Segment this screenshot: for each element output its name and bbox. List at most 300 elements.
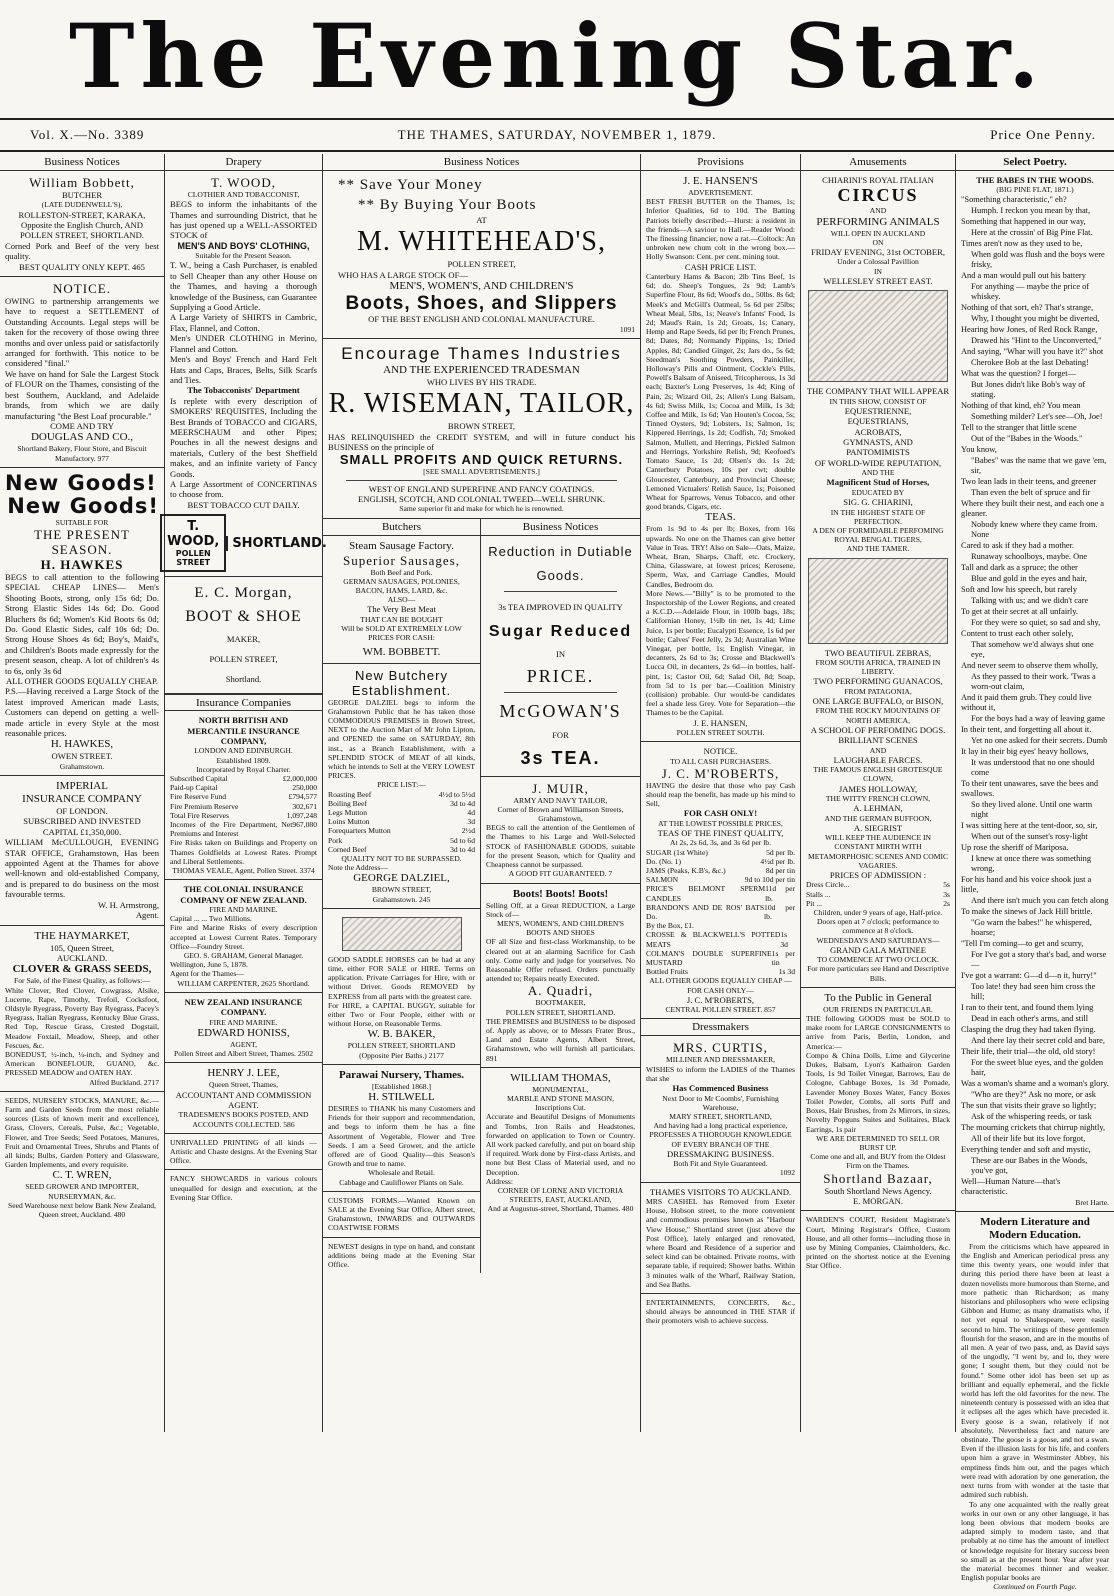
poem-line: Soft and low his speech, but rarely bbox=[961, 584, 1078, 594]
ad-text: FIRE AND MARINE. bbox=[209, 905, 278, 915]
ad-text: CORNER OF LORNE AND VICTORIA STREETS, EAST, AUCKLAND, bbox=[497, 1185, 624, 1205]
row-value: 1,097,248 bbox=[286, 810, 317, 820]
ad-heading: INSURANCE COMPANY bbox=[22, 793, 142, 806]
ad-text: WEDNESDAYS AND SATURDAYS— bbox=[816, 935, 940, 945]
row-value: 1s per tin bbox=[771, 948, 795, 968]
table-row bbox=[646, 875, 795, 884]
wardens-ad bbox=[801, 1211, 955, 1274]
poem-line: These are our Babes in the Woods, you've got, bbox=[971, 1155, 1088, 1175]
article-text: From the criticisms which have appeared in the English and American periodical press any time this twenty years, one would infer that during this period there have been at least a dozen novelists more humorous than Sterne, and more pathetic than Richardson; as many historians and philosophers who were eclipsing Gibbon and Hume; as many dramatists who, if not yet equal to Shakespeare, were easily second to him. The writings of these gentlemen flourish for the season, and are in the mouths of all men. A year of two pass, and, as David says of the ungodly, "I went by, and lo, they were gone; I sought them, but they could not be found." Some other idol has been set up as brilliant and equally ephemeral, and the fickle world has left the old favorites for the new. The nineteenth century is possessed with an idea that it eclipses all the ages which have preceded it. Every goose is a swan, relatively if not absolutely. Nevertheless fact and nature are obstinate. The goose is a goose, and not a swan. Even if the illusion lasts for his life, and confers upon him a grave in Westminster Abbey, his emptiness finds him out, and the pages which were read with adoration by one generation, the next turns from with wonder at the taste that admired such rubbish. bbox=[961, 1241, 1109, 1500]
continued-note: Continued on Fourth Page. bbox=[993, 1582, 1077, 1592]
ad-text: TO ALL CASH PURCHASERS. bbox=[670, 756, 771, 766]
ad-text: PRICE LIST:— bbox=[377, 780, 426, 790]
ad-text: Suitable for the Present Season. bbox=[195, 251, 292, 261]
ad-text: MEN'S AND BOYS' CLOTHING, bbox=[177, 240, 310, 251]
haymarket-ad bbox=[0, 926, 164, 1092]
masthead bbox=[0, 0, 1114, 118]
ad-text: ONE LARGE BUFFALO, or BISON, bbox=[812, 695, 944, 706]
thomas-ad bbox=[481, 1068, 640, 1218]
poem-line: For I've got a story that's bad, and worse— bbox=[971, 949, 1107, 969]
curtis-ad bbox=[641, 1036, 800, 1182]
ad-heading: J. C. M'ROBERTS, bbox=[661, 765, 780, 781]
poem-line: That somehow we'd always shut one eye, bbox=[971, 639, 1094, 659]
table-row bbox=[646, 857, 795, 866]
ad-text: Grahamstown. 245 bbox=[372, 894, 431, 904]
ad-text: Shortland. bbox=[225, 674, 262, 685]
ad-text: AND THE bbox=[861, 468, 895, 478]
poem-line: Cared to ask if they had a mother. bbox=[961, 540, 1075, 550]
poem-line: Too late! they had seen him cross the hill; bbox=[971, 981, 1096, 1001]
poem-line: Two lean lads in their teens, and greener bbox=[961, 476, 1097, 486]
ad-text: H. HAWKES, bbox=[50, 738, 114, 751]
row-label: Total Fire Reserves bbox=[170, 810, 229, 820]
ad-text: A Large Assortment of CONCERTINAS to choose from. bbox=[170, 478, 317, 500]
poem-line: I've got a warrant: G—d d—n it, hurry!" bbox=[961, 970, 1097, 980]
ad-text: CUSTOMS FORMS.—Wanted Known on SALE at the Evening Star Office, Albert street, Grahamstown, INWARDS and OUTWARDS COASTWISE FORMS bbox=[328, 1195, 475, 1233]
ad-text: WILL OPEN IN AUCKLAND bbox=[830, 228, 926, 238]
table-row bbox=[170, 774, 317, 783]
poem-line: When gold was flush and the boys were frisky, bbox=[971, 249, 1105, 269]
poem-line: When out of the sunset's rosy-light bbox=[971, 831, 1088, 841]
ad-text: For Sale, of the Finest Quality, as follows:— bbox=[14, 976, 150, 986]
article-text: To any one acquainted with the really great works in our own or any other language, it has long been obvious that modern books are adapted simply to modern taste, and that probably at no time has the amount of intellect or knowledge requisite for literary success been so small as at the present hour. Year after year the material becomes thinner and weaker. English popular books are bbox=[961, 1499, 1109, 1583]
ad-text: OF WORLD-WIDE REPUTATION, bbox=[814, 457, 942, 468]
poem-line: Tell to the stranger that little scene bbox=[961, 422, 1077, 432]
table-row bbox=[646, 848, 795, 857]
ad-text: THE COMPANY THAT WILL APPEAR bbox=[806, 386, 950, 397]
ad-text: POLLEN STREET, SHORTLAND. bbox=[505, 1007, 616, 1017]
poem-line: Was a woman's shame and a woman's glory. bbox=[961, 1078, 1109, 1088]
row-value: 4½d per lb. bbox=[760, 856, 795, 866]
ad-heading: To the Public in General bbox=[824, 991, 932, 1004]
ad-heading: A. Quadri, bbox=[527, 983, 594, 999]
ad-text: ENGLISH, SCOTCH, AND COLONIAL TWEED—WELL SHRUNK. bbox=[358, 494, 605, 505]
ad-text: SEEDS, NURSERY STOCKS, MANURE, &c.—Farm and Garden Seeds from the most reliable sources (Lists of known merit and excellence), Grass, Clovers, Cereals, Pulse, &c.; Vegetable, Flower, and Tree Seeds; Seed Potatoes, Manures, Fruit and Ornamental Trees, Shrubs and Plants of all kinds; Bulbs, Garden Pottery and Glassware, Garden Implements, and every requisite. bbox=[5, 1095, 159, 1170]
poem-line: I knew at once there was something wrong, bbox=[971, 853, 1092, 873]
ad-text: Has Commenced Business bbox=[672, 1083, 769, 1094]
article-heading: Modern Literature and Modern Education. bbox=[980, 1215, 1090, 1241]
ad-heading: Reduction in Dutiable Goods. bbox=[488, 543, 633, 583]
horse-carriage-illustration bbox=[342, 917, 462, 951]
ad-text: TRADESMEN'S BOOKS POSTED, AND ACCOUNTS COLLECTED. 586 bbox=[178, 1110, 309, 1129]
ad-text: Men's and Boys' French and Hard Felt Hats and Caps, Braces, Belts, Silk Scarfs and Ties. bbox=[170, 354, 317, 385]
ad-text: ACROBATS, bbox=[854, 426, 902, 437]
row-label: CROSSE & BLACKWELL'S POTTED MEATS bbox=[646, 930, 781, 949]
butchers-subcolumn bbox=[323, 519, 481, 1274]
table-row bbox=[646, 866, 795, 875]
ad-text: WILLIAM McCULLOUGH, EVENING STAR OFFICE, Grahamstown, Has been appointed Agent at the Thames for above well-known and old-established Company, and is prepared to do business on the most favourable terms. bbox=[5, 837, 159, 900]
poem-line: Well—Human Nature—that's characteristic. bbox=[961, 1176, 1061, 1196]
ad-text: DESIRES to THANK his many Customers and Friends for their support and recommendation, and begs to inform them he has a fine Assortment of Vegetable, Flower and Tree Seeds. I am a Seed Grower, and the article offered are of Good Quality—this Season's Growth and true to name. bbox=[328, 1104, 475, 1169]
ad-text: J. E. HANSEN, bbox=[693, 717, 748, 728]
ad-text: A SCHOOL OF PERFOMING DOGS. bbox=[810, 724, 946, 735]
row-label: COLMAN'S DOUBLE SUPERFINE MUSTARD bbox=[646, 948, 772, 968]
ad-text: From 1s 9d to 4s per lb; Boxes, from 16s upwards. No one on the Thames can give better Value in Teas. TRY! Also on Sale—Oats, Maize, Wheat, Bran, Sharps, Chaff, etc. Crockery, China, Glassware, at lowest prices; Kerosene, Sperm, Wax, and Carriage Candles, Mould Candles, Bedroom do. bbox=[646, 524, 795, 589]
ad-text: A. SIEGRIST bbox=[853, 822, 903, 833]
ad-heading: THE COLONIAL INSURANCE COMPANY OF NEW ZEALAND. bbox=[180, 884, 307, 905]
poem-line: "Babes" was the name that we gave 'em, sir, bbox=[971, 455, 1107, 475]
row-value: 302,671 bbox=[292, 801, 317, 811]
ad-text: A GOOD FIT GUARANTEED. 7 bbox=[508, 869, 613, 879]
ad-text: Wholesale and Retail. bbox=[368, 1168, 435, 1178]
ad-heading: E. C. Morgan, bbox=[194, 585, 293, 602]
poem-line: Hearing how Jones, of Red Rock Range, bbox=[961, 324, 1098, 334]
ad-text: EQUESTRIANS, bbox=[847, 416, 909, 427]
ad-text: Accurate and Beautiful Designs of Monuments and Tombs, Iron Rails and Headstones, forwarded on application to Town or Country. All work packed carefully, and put on board ship if required. Work done by First-class Artists, and none but Best Class of Material used, and no Deception. bbox=[486, 1112, 635, 1177]
ad-text: AND bbox=[869, 206, 887, 216]
row-value: 1s 3d bbox=[778, 967, 795, 977]
ad-text: ALSO— bbox=[387, 595, 416, 605]
column-5 bbox=[801, 154, 956, 1432]
ad-text: Note the Address— bbox=[328, 863, 388, 873]
ad-text: WISHES to inform the LADIES of the Thames that she bbox=[646, 1064, 795, 1083]
ad-text: FROM PATAGONIA, bbox=[844, 686, 912, 696]
ad-text: BEGS to call attention to the following SPECIAL CHEAP LINES— Men's Shooting Boots, strong, only 15s 6d; Do. Strong Elastic Sides 14s 6d; Do. Good Bluchers 8s 6d; Women's Kid Boots 6s 0d; Do. Good Elastic Sides, calf 10s 6d; Do. Strong House Shoes 4s 6d; Boy's, Maid's, and Children's Boots made expressly for the present season, cheap. A lot of children's 4s to 6s, only 3s 6d bbox=[5, 571, 159, 676]
poem-line: Blue and gold in the eyes and hair, bbox=[971, 573, 1087, 583]
hawkes-ad bbox=[0, 468, 164, 776]
row-label: Paid-up Capital bbox=[170, 783, 218, 793]
ad-text: MILLINER AND DRESSMAKER, bbox=[665, 1055, 776, 1065]
ad-text: CLOTHIER AND TOBACCONIST, bbox=[187, 190, 300, 199]
ad-text: POLLEN STREET SOUTH. bbox=[676, 727, 765, 737]
ad-heading: Parawai Nursery, Thames. bbox=[338, 1068, 465, 1081]
ad-heading: PRICES OF ADMISSION : bbox=[829, 870, 927, 881]
ad-text: BROWN STREET, bbox=[447, 421, 516, 432]
sausage-ad bbox=[323, 536, 480, 664]
ad-heading: CASH PRICE LIST. bbox=[684, 261, 757, 272]
poem-author: Bret Harte. bbox=[1075, 1197, 1109, 1207]
mroberts-ad bbox=[641, 742, 800, 1019]
ad-text: OF LONDON. bbox=[56, 806, 108, 817]
row-value: 1s 3d bbox=[780, 930, 788, 949]
row-label: Roasting Beef bbox=[328, 789, 372, 799]
ad-text: Is replete with every description of SMOKERS' REQUISITES, Including the Best Brands of TOBACCO and CIGARS, MEERSCHAUM and other Pipes; Pouches in all the newest designs and materials, Cutlery of the best Sheffield makes, and an infinite variety of Fancy Goods. bbox=[170, 395, 317, 479]
ad-text: Fire and Marine Risks of every description accepted at Lowest Current Rates. Temporary Office—Foundry Street. bbox=[170, 923, 317, 951]
row-value: £794,577 bbox=[288, 792, 317, 802]
ad-text: WHO HAS A LARGE STOCK OF— bbox=[338, 269, 468, 280]
ad-text: ON bbox=[872, 237, 884, 247]
ad-heading: Superior Sausages, bbox=[343, 552, 460, 568]
ad-text: Inscriptions Cut. bbox=[535, 1103, 586, 1113]
column-heading: Amusements bbox=[801, 154, 955, 171]
poem-line: To make the sinews of Jack Hill brittle. bbox=[961, 906, 1093, 916]
row-label: Do. (No. 1) bbox=[646, 856, 682, 866]
ad-text: Same superior fit and make for which he is renowned. bbox=[399, 504, 564, 514]
table-row bbox=[328, 836, 475, 845]
poem-line: Times aren't now as they used to be, bbox=[961, 238, 1083, 248]
ad-heading: W. B. BAKER, bbox=[367, 1028, 436, 1041]
row-label: Pit ... bbox=[806, 898, 823, 908]
ad-text: JAMES HOLLOWAY, bbox=[838, 783, 918, 794]
ad-text: BOOTMAKER, bbox=[535, 998, 586, 1008]
ad-text: Under a Colossal Pavillion bbox=[837, 257, 919, 267]
column-heading: Provisions bbox=[641, 154, 800, 171]
row-label: By the Box, £1. bbox=[646, 921, 694, 931]
ad-text: HAVING the desire that those who pay Cash should reap the benefit, has made up his mind to Sell, bbox=[646, 780, 795, 809]
row-label: PRICE'S BELMONT SPERM CANDLES bbox=[646, 884, 766, 903]
ad-text: COME AND TRY bbox=[50, 420, 114, 431]
table-row bbox=[170, 802, 317, 811]
row-value: 2½d bbox=[461, 826, 475, 836]
poem-line: Why, I thought you might be diverted, bbox=[971, 313, 1100, 323]
table-row bbox=[170, 783, 317, 792]
ad-text: ALL OTHER GOODS EQUALLY CHEAP —FOR CASH ONLY— bbox=[649, 976, 792, 995]
ad-heading: GEORGE DALZIEL, bbox=[353, 872, 450, 885]
ad-heading: New Goods! bbox=[5, 470, 157, 495]
business-subcolumn bbox=[481, 519, 640, 1274]
ad-text: Capital ... ... Two Millions. bbox=[170, 914, 252, 924]
divider bbox=[504, 692, 617, 693]
poem-line: Humph. I reckon you mean by that, bbox=[971, 205, 1091, 215]
row-label: Bottled Fruits bbox=[646, 967, 688, 977]
poem-line: Everything tender and soft and mystic, bbox=[961, 1144, 1091, 1154]
ad-text: Agent for the Thames— bbox=[170, 969, 244, 979]
sign-text: POLLEN STREET bbox=[175, 549, 211, 568]
ad-text: [Established 1868.] bbox=[371, 1081, 432, 1091]
ad-text: UNRIVALLED PRINTING of all kinds —Artistic and Chaste designs. At the Evening Star Office. bbox=[170, 1137, 317, 1166]
ad-text: EQUESTRIENNE, bbox=[844, 405, 912, 416]
ad-heading: Boots, Shoes, and Slippers bbox=[345, 293, 618, 315]
cashel-ad bbox=[641, 1183, 800, 1294]
ad-heading: NORTH BRITISH AND MERCANTILE INSURANCE COMPANY, bbox=[187, 715, 300, 746]
mcgowan-ad bbox=[481, 536, 640, 777]
column-heading: Drapery bbox=[165, 154, 322, 171]
ad-text: MONUMENTAL, bbox=[532, 1084, 589, 1094]
ad-text: THOMAS VEALE, Agent, Pollen Street. 3374 bbox=[172, 866, 315, 876]
ad-text: BROWN STREET, bbox=[371, 885, 432, 895]
column-2 bbox=[165, 154, 327, 1432]
poem-line: Drawed his "Hint to the Unconverted," bbox=[971, 335, 1102, 345]
ad-text: IN THIS SHOW, CONSIST OF bbox=[829, 396, 927, 406]
row-label: SALMON bbox=[646, 875, 679, 885]
ad-text: QUALITY NOT TO BE SURPASSED. bbox=[341, 853, 462, 863]
poem-line: Ask of the whispering reeds, or task bbox=[971, 1111, 1092, 1121]
ad-text: FOR bbox=[552, 729, 569, 740]
ad-text: WILL KEEP THE AUDIENCE IN CONSTANT MIRTH WITH METAMORPHOSIC SCENES AND COMIC VAGARIES. bbox=[807, 833, 949, 870]
bazaar-ad bbox=[801, 988, 955, 1211]
dateline-bar bbox=[0, 118, 1114, 152]
poem-line: "Who are they?" Ask no more, or ask bbox=[971, 1089, 1096, 1099]
poem-line: For the sweet blue eyes, and the golden hair, bbox=[971, 1057, 1104, 1077]
ad-heading: Steam Sausage Factory. bbox=[349, 539, 454, 552]
ad-text: At 2s, 2s 6d, 3s, and 3s 6d per lb. bbox=[669, 838, 772, 848]
ad-text: FROM THE ROCKY MOUNTAINS OF NORTH AMERICA, bbox=[815, 706, 941, 725]
ad-heading: William Bobbett, bbox=[29, 175, 135, 190]
poem-line: Up rose the sheriff of Mariposa. bbox=[961, 842, 1069, 852]
newest-ad bbox=[323, 1238, 480, 1274]
row-label: Boiling Beef bbox=[328, 798, 368, 808]
ad-text: IN THE HIGHEST STATE OF PERFECTION. bbox=[830, 507, 926, 526]
bobbett-ad bbox=[0, 171, 164, 277]
poem-line: Where they built their nest, and each one a gleaner. bbox=[961, 498, 1105, 518]
poem-line: "Something characteristic," eh? bbox=[961, 194, 1067, 204]
concerts-ad bbox=[641, 1294, 800, 1330]
ad-text: WHO LIVES BY HIS TRADE. bbox=[426, 376, 537, 387]
poem-line: Their life, their trial—the old, old story! bbox=[961, 1046, 1096, 1056]
poem-line: In their tent, and forgetting all about it. bbox=[961, 724, 1092, 734]
column-heading: Select Poetry. bbox=[956, 154, 1114, 171]
ad-text: Grahamstown. bbox=[59, 761, 105, 771]
ad-text: GERMAN SAUSAGES, POLONIES, bbox=[343, 576, 460, 586]
ad-heading: Encourage Thames Industries bbox=[341, 343, 622, 363]
tiger-illustration bbox=[808, 558, 948, 644]
ad-text: Will be SOLD AT EXTREMELY LOW bbox=[341, 624, 462, 634]
row-value: 4d bbox=[467, 807, 475, 817]
divider bbox=[346, 480, 617, 481]
ad-text: OUR FRIENDS IN PARTICULAR. bbox=[823, 1004, 933, 1014]
ad-heading: CHIARINI'S ROYAL ITALIAN bbox=[822, 175, 934, 185]
ad-heading: CLOVER & GRASS SEEDS, bbox=[12, 963, 152, 976]
row-value: 5d per lb. bbox=[766, 847, 795, 857]
ad-heading: THE HAYMARKET, bbox=[34, 929, 130, 942]
ad-text: FRIDAY EVENING, 31st OCTOBER, bbox=[810, 247, 946, 258]
ad-text: Corner of Brown and Williamson Streets, Grahamstown, bbox=[497, 804, 624, 824]
row-label: SUGAR (1st White) bbox=[646, 847, 708, 857]
poem-line: Cherokee Bob at the last Debating! bbox=[971, 357, 1089, 367]
ad-text: AT bbox=[476, 215, 487, 225]
table-row bbox=[328, 808, 475, 817]
row-value: 3d bbox=[467, 817, 475, 827]
ad-text: PRICES FOR CASH: bbox=[368, 633, 435, 643]
ad-text: WE ARE DETERMINED TO SELL OR BURST UP. bbox=[816, 1133, 940, 1152]
row-label: Forequarters Mutton bbox=[328, 826, 391, 836]
poem-line: So they lived alone. Until one warm night bbox=[971, 799, 1093, 819]
ad-text: E. MORGAN. bbox=[853, 1195, 903, 1206]
table-row bbox=[646, 921, 795, 930]
volume-number: Vol. X.—No. 3389 bbox=[30, 127, 145, 142]
ad-text: And having had a long practical experience, PROFESSES A THOROUGH KNOWLEDGE bbox=[649, 1121, 792, 1140]
ad-text: WARDEN'S COURT, Resident Magistrate's Court, Mining Registrar's Office, Custom House, and all other forms—including those in use by Mining Companies, Claimholders, &c. printed on the shortest notice at the Evening Star Office. bbox=[806, 1215, 950, 1271]
poem-line: Something milder? Let's see—Oh, Joe! bbox=[971, 411, 1103, 421]
ad-text: ROLLESTON-STREET, KARAKA, Opposite the English Church, AND POLLEN STREET, SHORTLAND. bbox=[18, 209, 146, 241]
poem-line: And a man would pull out his battery bbox=[961, 270, 1086, 280]
poem-line: For his hand and his voice shook just a little, bbox=[961, 874, 1092, 894]
row-value: 9d to 10d per tin bbox=[744, 875, 795, 885]
table-row bbox=[646, 903, 795, 921]
table-row bbox=[328, 799, 475, 808]
ad-heading: HENRY J. LEE, bbox=[207, 1067, 280, 1080]
row-label: Corned Beef bbox=[328, 844, 367, 854]
ad-text: (Opposite Pier Baths.) 2177 bbox=[359, 1050, 444, 1060]
newspaper-title: The Evening Star. bbox=[69, 4, 1045, 108]
row-value: 3d to 4d bbox=[450, 798, 475, 808]
ad-heading: MRS. CURTIS, bbox=[673, 1040, 768, 1056]
ad-text: OWEN STREET. bbox=[51, 751, 113, 762]
imperial-ad bbox=[0, 776, 164, 925]
ad-text: FOR CASH ONLY! bbox=[683, 808, 758, 819]
ad-text: Compo & China Dolls, Lime and Glycerine Dukes, Balsam, Lyon's Kathairon Garden Tools, 1s 9d Toilet Vinegar, Barrows, Eau de Cologne, Cabbage Boxes, 1s 3d Pomade, Lavender Money Boxes Water, Fancy Boxes Toilet Powder, Combs, all sorts Puff and Boxes, Hair Brushes, from 2s Mirrors, in sizes, Novelty Popguns Suites and Solitaires, Black Earrings, 1s pair bbox=[806, 1050, 950, 1134]
row-value: 4½d to 5½d bbox=[438, 789, 475, 799]
ad-text: Established 1809. bbox=[216, 755, 271, 765]
ad-text: THAT CAN BE BOUGHT bbox=[360, 614, 443, 624]
poem-line: But Jones didn't like Bob's way of stating. bbox=[971, 379, 1086, 399]
ad-text: P.S.—Having received a Large Stock of the latest improved American made Lasts, Customers can depend on getting a well-made article in every Style at the most reasonable prices. bbox=[5, 686, 159, 739]
literature-article bbox=[956, 1212, 1114, 1596]
table-row bbox=[328, 817, 475, 826]
ad-heading: NOTICE. bbox=[703, 746, 738, 757]
row-value: £2,000,000 bbox=[282, 774, 317, 784]
poem-line: To get at their secret at all unfairly. bbox=[961, 606, 1078, 616]
ad-text: WEST OF ENGLAND SUPERFINE AND FANCY COATINGS. bbox=[368, 483, 595, 494]
poem-line: For the boys had a way of leaving game bbox=[971, 713, 1105, 723]
row-value: 967,080 bbox=[292, 820, 317, 830]
poem-line: I was sitting here at the tent-door, so, sir, bbox=[961, 820, 1098, 830]
ad-text: BEGS to inform the inhabitants of the Thames and surrounding District, that he has just opened up a WELL-ASSORTED STOCK of bbox=[170, 199, 317, 241]
ad-text: W. H. Armstrong, bbox=[97, 899, 159, 910]
circus-horse-illustration bbox=[808, 290, 948, 382]
ad-text: A Large Variety of SHIRTS in Cambric, Flax, Flannel, and Cotton. bbox=[170, 312, 317, 333]
column-heading: Business Notices bbox=[323, 154, 640, 171]
north-british-ad bbox=[165, 711, 322, 880]
poem-line: It lay in their big eyes' heavy hollows, bbox=[961, 746, 1089, 756]
poem-line: It was understood that no one should come bbox=[971, 757, 1095, 777]
ad-heading: C. T. WREN, bbox=[52, 1169, 112, 1182]
row-value: 5s bbox=[943, 880, 950, 890]
parawai-ad bbox=[323, 1065, 480, 1192]
ad-text: DRESSMAKING BUSINESS. bbox=[667, 1148, 774, 1159]
ad-heading: The Tobacconists' Department bbox=[187, 385, 300, 396]
poem-line: All of their life but its love forgot, bbox=[971, 1133, 1086, 1143]
whitehead-ad bbox=[323, 171, 640, 339]
column-4 bbox=[641, 154, 801, 1432]
ad-text: THE PREMISES and BUSINESS to be disposed of. Apply as above, or to Messrs Frater Bros., Land and Estate Agents, Albert Street, Grahamstown, who will furnish all particulars. 891 bbox=[486, 1016, 635, 1063]
ad-text: OF all Size and first-class Workmanship, to be cleared out at an alarming Sacrifice for Cash only. Come early and judge for yourselves. No Reasonable Offer refused. Orders punctually attended to; Repairs neatly Executed. bbox=[486, 937, 635, 984]
ad-text: South Shortland News Agency. bbox=[824, 1185, 932, 1196]
ad-text: [SEE SMALL ADVERTISEMENTS.] bbox=[423, 467, 540, 477]
ad-heading: New Goods! bbox=[7, 493, 159, 518]
ad-text: Selling Off, at a Great REDUCTION, a Large Stock of— bbox=[486, 900, 635, 919]
ad-text: BUTCHER bbox=[61, 190, 103, 200]
ad-heading: Magnificent Stud of Horses, bbox=[826, 477, 930, 488]
ad-text: We have on hand for Sale the Largest Stock of FLOUR on the Thames, consisting of the best Southern, Auckland, and Adelaide brands, from which we are daily manufacturing "the Best Loaf procurable." bbox=[5, 368, 159, 421]
ad-heading: ** Save Your Money bbox=[338, 177, 483, 193]
ad-heading: Sugar Reduced bbox=[488, 622, 633, 640]
ad-text: GRAND GALA MATINEE bbox=[830, 944, 926, 955]
ad-text: Queen Street, Thames, bbox=[208, 1080, 279, 1090]
poem-line: And never seem to observe them wholly, bbox=[961, 660, 1098, 670]
ad-heading: Shortland Bazaar, bbox=[823, 1170, 933, 1186]
ad-text: GEORGE DALZIEL begs to inform the Grahamstown Public that he has taken those COMMODIOUS PREMISES in Brown Street, NEXT to the Auction Mart of Mr John Lipton, and OPENED the same on SATURDAY, 8th inst., as a Branch Establishment, with a SPLENDID STOCK of MEAT of all kinds, which he intends to Sell at the VERY LOWEST PRICES. bbox=[328, 697, 475, 781]
divider bbox=[504, 591, 617, 592]
muir-ad bbox=[481, 777, 640, 884]
poem-line: And there isn't much you can fetch along bbox=[971, 895, 1109, 905]
ad-text: SUBSCRIBED AND INVESTED bbox=[23, 816, 141, 827]
ad-text: Children, under 9 years of age, Half-price. bbox=[813, 908, 943, 918]
ad-text: OF THE BEST ENGLISH AND COLONIAL MANUFACTURE. bbox=[368, 314, 595, 325]
showcards-ad bbox=[165, 1170, 322, 1206]
ad-text: AND THE EXPERIENCED TRADESMAN bbox=[383, 363, 580, 376]
ad-text: ALL OTHER GOODS EQUALLY CHEAP. bbox=[6, 676, 158, 686]
ad-text: TO COMMENCE AT TWO O'CLOCK. bbox=[817, 955, 939, 965]
poem-line: Dead in each other's arms, and still bbox=[971, 1013, 1089, 1023]
row-value: 5d to 6d bbox=[450, 835, 475, 845]
poem-line: Clasping the drug they had taken flying. bbox=[961, 1024, 1096, 1034]
ad-heading: THE PRESENT SEASON. bbox=[34, 526, 130, 557]
ad-text: 1092 bbox=[779, 1168, 795, 1178]
table-row bbox=[170, 811, 317, 820]
split-section bbox=[323, 519, 640, 1274]
poem-line: Out of the "Babes in the Woods." bbox=[971, 433, 1083, 443]
ad-text: AND THE TAMER. bbox=[846, 544, 910, 554]
printing-ad bbox=[165, 1134, 322, 1171]
ad-text: POLLEN STREET, bbox=[447, 259, 516, 270]
ad-text: GEO. S. GRAHAM, General Manager. bbox=[183, 951, 304, 961]
poem-line: And there lay their secret cold and bare, bbox=[971, 1035, 1105, 1045]
ad-text: SUITABLE FOR bbox=[55, 517, 109, 527]
ad-text: TWO PERFORMING GUANACOS, bbox=[813, 676, 943, 687]
ad-text: Both Beef and Pork. bbox=[370, 567, 433, 577]
ad-text: T. W., being a Cash Purchaser, is enabled to Sell Cheaper than any other House on the Thames, and having a thorough knowledge of the Business, can Guarantee Supplying a Good Article. bbox=[170, 260, 317, 313]
